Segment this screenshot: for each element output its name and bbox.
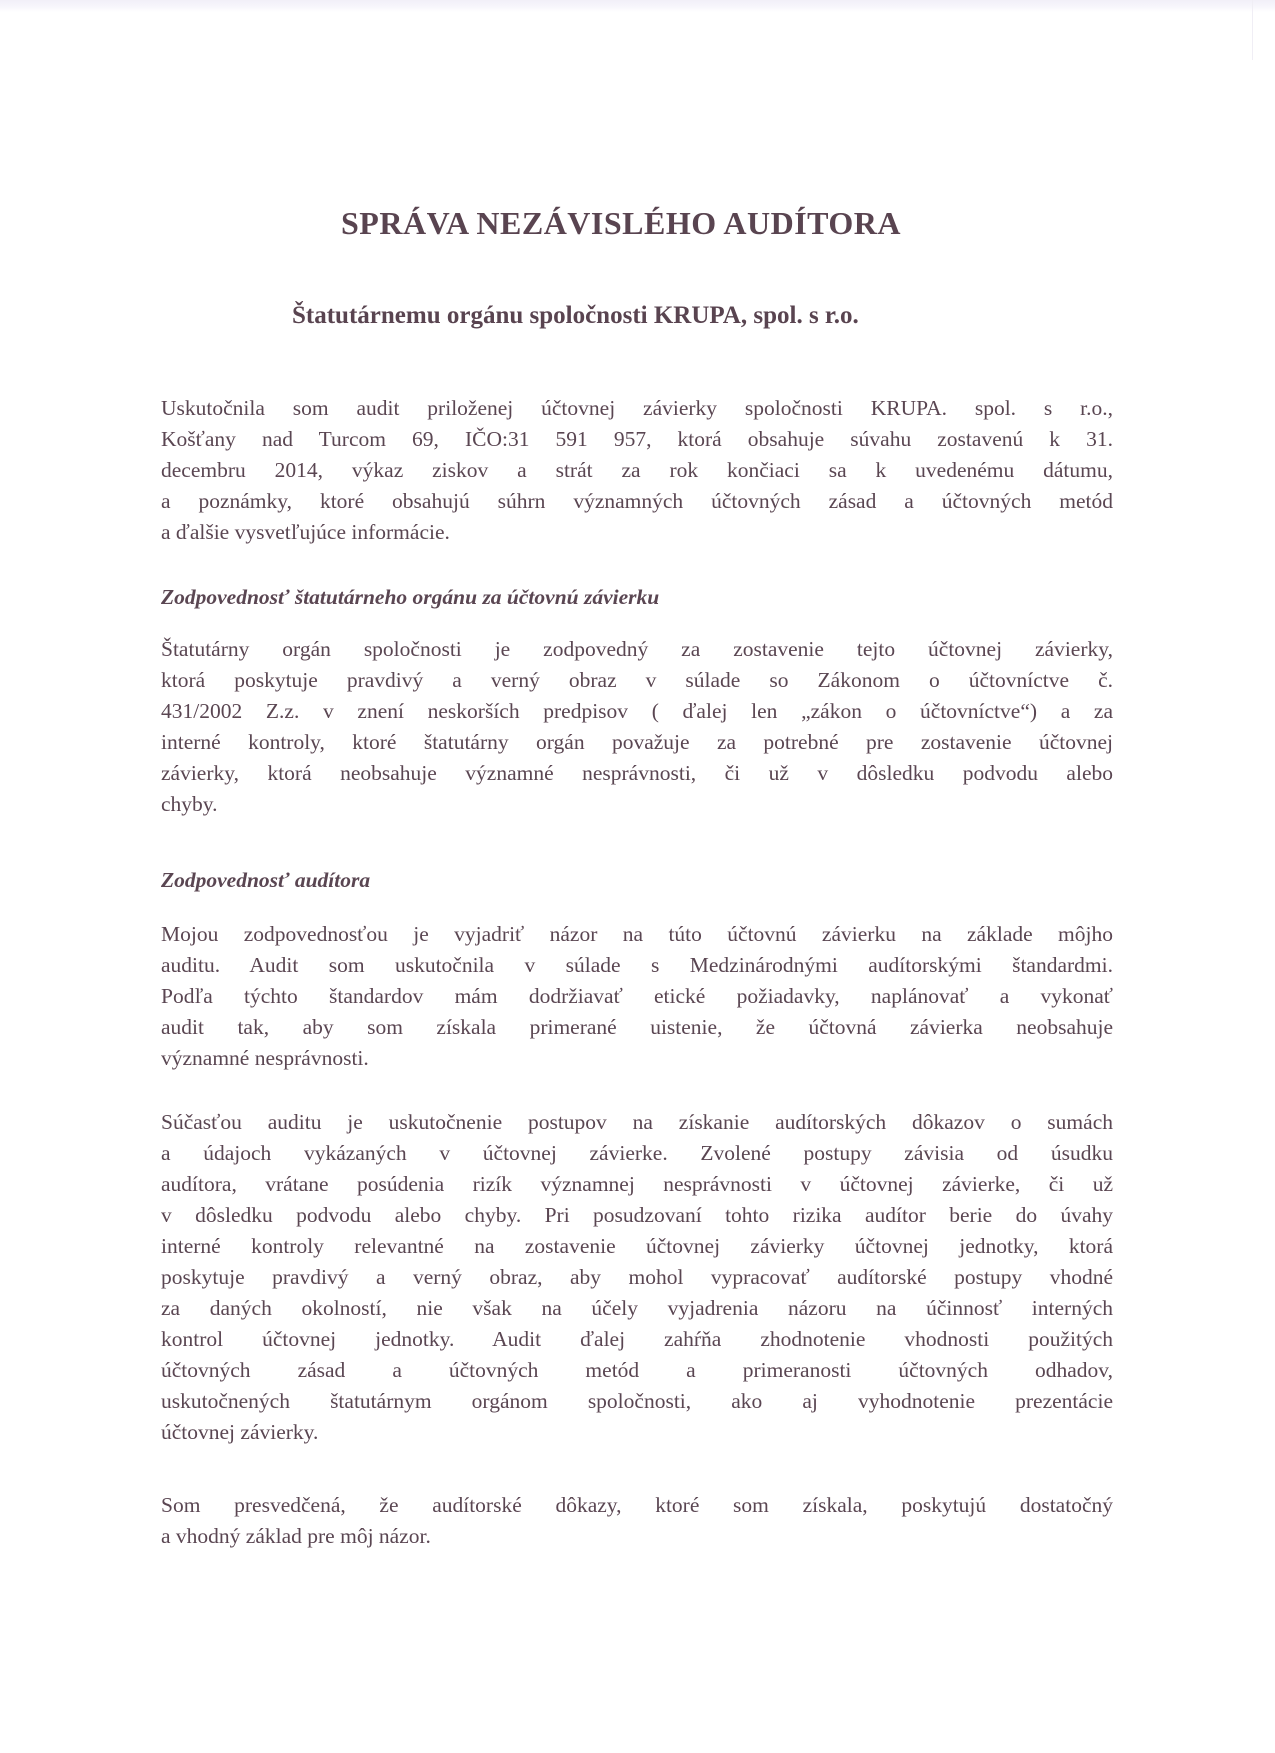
section-heading-management-responsibility: Zodpovednosť štatutárneho orgánu za účtovnú závierku	[161, 585, 660, 609]
text-line: a poznámky, ktoré obsahujú súhrn významných účtovných zásad a účtovných metód	[161, 489, 1113, 513]
text-line: audit tak, aby som získala primerané uistenie, že účtovná závierka neobsahuje	[161, 1015, 1113, 1039]
text-line: kontrol účtovnej jednotky. Audit ďalej zahŕňa zhodnotenie vhodnosti použitých	[161, 1327, 1113, 1351]
text-line: závierky, ktorá neobsahuje významné nesprávnosti, či už v dôsledku podvodu alebo	[161, 761, 1113, 785]
text-line: uskutočnených štatutárnym orgánom spoločnosti, ako aj vyhodnotenie prezentácie	[161, 1389, 1113, 1413]
text-line: poskytuje pravdivý a verný obraz, aby mohol vypracovať audítorské postupy vhodné	[161, 1265, 1113, 1289]
text-line: Uskutočnila som audit priloženej účtovnej závierky spoločnosti KRUPA. spol. s r.o.,	[161, 396, 1113, 420]
document-title: SPRÁVA NEZÁVISLÉHO AUDÍTORA	[341, 205, 902, 241]
auditor-responsibility-paragraph-1	[161, 919, 1113, 1074]
text-line: účtovných zásad a účtovných metód a primeranosti účtovných odhadov,	[161, 1358, 1113, 1382]
text-line: audítora, vrátane posúdenia rizík významnej nesprávnosti v účtovnej závierke, či už	[161, 1172, 1113, 1196]
text-line: interné kontroly relevantné na zostavenie účtovnej závierky účtovnej jednotky, ktorá	[161, 1234, 1113, 1258]
text-line: účtovnej závierky.	[161, 1420, 319, 1444]
management-responsibility-paragraph	[161, 634, 1113, 820]
text-line: a ďalšie vysvetľujúce informácie.	[161, 520, 450, 544]
text-line: významné nesprávnosti.	[161, 1046, 369, 1070]
intro-paragraph	[161, 393, 1113, 548]
section-heading-auditor-responsibility: Zodpovednosť audítora	[161, 868, 371, 892]
text-line: interné kontroly, ktoré štatutárny orgán považuje za potrebné pre zostavenie účtovnej	[161, 730, 1113, 754]
text-line: 431/2002 Z.z. v znení neskorších predpisov ( ďalej len „zákon o účtovníctve“) a za	[161, 699, 1113, 723]
text-line: a vhodný základ pre môj názor.	[161, 1524, 431, 1548]
text-line: Štatutárny orgán spoločnosti je zodpovedný za zostavenie tejto účtovnej závierky,	[161, 637, 1113, 661]
text-line: Súčasťou auditu je uskutočnenie postupov na získanie audítorských dôkazov o sumách	[161, 1110, 1113, 1134]
text-line: v dôsledku podvodu alebo chyby. Pri posudzovaní tohto rizika audítor berie do úvahy	[161, 1203, 1113, 1227]
scan-top-edge	[0, 0, 1275, 12]
document-addressee: Štatutárnemu orgánu spoločnosti KRUPA, spol. s r.o.	[292, 302, 859, 329]
text-line: decembru 2014, výkaz ziskov a strát za rok končiaci sa k uvedenému dátumu,	[161, 458, 1113, 482]
text-line: Košťany nad Turcom 69, IČO:31 591 957, ktorá obsahuje súvahu zostavenú k 31.	[161, 427, 1113, 451]
text-line: ktorá poskytuje pravdivý a verný obraz v súlade so Zákonom o účtovníctve č.	[161, 668, 1113, 692]
text-line: za daných okolností, nie však na účely vyjadrenia názoru na účinnosť interných	[161, 1296, 1113, 1320]
scan-right-edge	[1252, 0, 1253, 60]
text-line: chyby.	[161, 792, 218, 816]
text-line: a údajoch vykázaných v účtovnej závierke. Zvolené postupy závisia od úsudku	[161, 1141, 1113, 1165]
text-line: Mojou zodpovednosťou je vyjadriť názor na túto účtovnú závierku na základe môjho	[161, 922, 1113, 946]
auditor-responsibility-paragraph-2	[161, 1107, 1113, 1448]
text-line: auditu. Audit som uskutočnila v súlade s Medzinárodnými audítorskými štandardmi.	[161, 953, 1113, 977]
text-line: Podľa týchto štandardov mám dodržiavať etické požiadavky, naplánovať a vykonať	[161, 984, 1113, 1008]
auditor-responsibility-paragraph-3	[161, 1490, 1113, 1552]
text-line: Som presvedčená, že audítorské dôkazy, ktoré som získala, poskytujú dostatočný	[161, 1493, 1113, 1517]
